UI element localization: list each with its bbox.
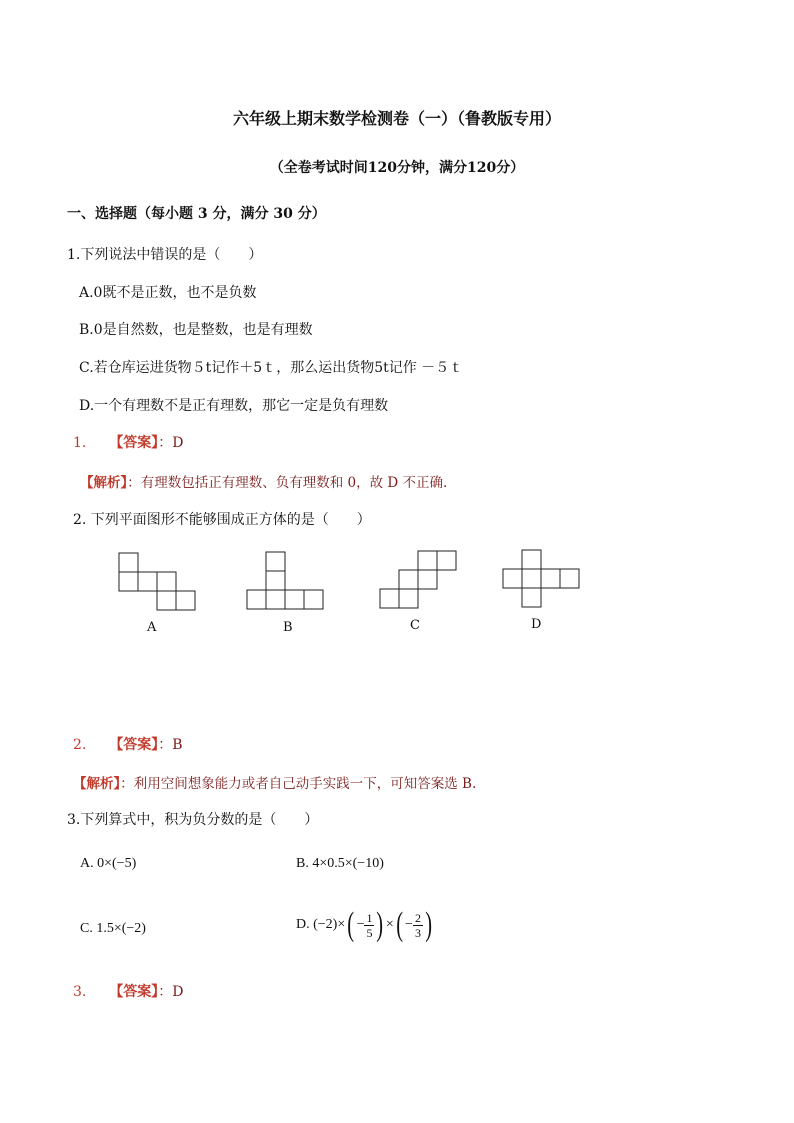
numerator: 1 — [366, 910, 373, 925]
right-paren: ) — [376, 906, 384, 943]
question-1-option-a: A.0既不是正数，也不是负数 — [79, 285, 257, 301]
question-3-option-a — [80, 856, 136, 872]
figure-label-d: D — [531, 617, 542, 632]
question-1-option-d: D.一个有理数不是正有理数，那它一定是负有理数 — [79, 398, 389, 414]
answer-label: 【答案】 — [109, 984, 159, 1000]
option-label: C. — [80, 921, 93, 936]
net-figure-d — [503, 550, 579, 607]
exam-info: （全卷考试时间120分钟，满分120分） — [269, 160, 525, 176]
figure-label-b: B — [283, 620, 293, 635]
option-expression: 0×(−5) — [97, 856, 137, 871]
answer-label: 【答案】 — [109, 737, 159, 753]
answer-value: ：B — [158, 737, 183, 753]
question-2-answer — [73, 734, 183, 754]
denominator: 3 — [414, 925, 421, 940]
numerator: 2 — [414, 910, 421, 925]
question-2-stem: 2. 下列平面图形不能够围成正方体的是（ ） — [73, 512, 371, 528]
net-figure-b — [247, 552, 323, 609]
page-title: 六年级上期末数学检测卷（一）（鲁教版专用） — [232, 109, 561, 128]
question-2-explanation — [73, 772, 476, 792]
question-1-answer — [73, 432, 184, 452]
denominator: 5 — [366, 925, 373, 940]
explanation-text: ：有理数包括正有理数、负有理数和 0，故 D 不正确. — [127, 475, 448, 491]
option-expression: 1.5×(−2) — [96, 921, 146, 936]
answer-number: 2. — [73, 737, 87, 753]
fraction-two-thirds — [413, 912, 423, 939]
option-label: D. — [296, 917, 310, 932]
answer-value: ：D — [158, 435, 184, 451]
explanation-text: ：利用空间想象能力或者自己动手实践一下，可知答案选 B. — [120, 776, 477, 792]
explanation-label: 【解析】 — [80, 475, 128, 491]
minus-sign: − — [356, 917, 365, 932]
question-1-option-c: C.若仓库运进货物５t记作＋5ｔ，那么运出货物5t记作 －５ｔ — [79, 360, 464, 376]
question-3-answer — [73, 981, 184, 1001]
option-label: A. — [80, 856, 94, 871]
figure-label-c: C — [410, 618, 420, 633]
cube-net-figures — [0, 540, 794, 650]
question-1-option-b: B.0是自然数，也是整数，也是有理数 — [79, 322, 313, 338]
answer-label: 【答案】 — [109, 435, 159, 451]
section-heading: 一、选择题（每小题 3 分，满分 30 分） — [67, 206, 326, 222]
right-paren: ) — [425, 906, 433, 943]
explanation-label: 【解析】 — [73, 776, 121, 792]
net-figure-a — [119, 553, 195, 610]
net-figure-c — [380, 551, 456, 608]
question-3-stem: 3.下列算式中，积为负分数的是（ ） — [67, 812, 319, 828]
answer-value: ：D — [158, 984, 184, 1000]
answer-number: 3. — [73, 984, 87, 1000]
question-1-stem: 1.下列说法中错误的是（ ） — [67, 247, 263, 263]
left-paren: ( — [347, 906, 355, 943]
fraction-one-fifth — [364, 912, 374, 939]
option-label: B. — [296, 856, 309, 871]
question-3-option-c — [80, 921, 146, 937]
option-expression: 4×0.5×(−10) — [312, 856, 384, 871]
option-expression-prefix: (−2)× — [313, 917, 346, 932]
question-3-option-d — [296, 908, 434, 942]
times-sign: × — [385, 917, 394, 932]
answer-number: 1. — [73, 435, 87, 451]
question-1-explanation — [80, 471, 447, 491]
minus-sign: − — [405, 917, 413, 932]
question-3-option-b — [296, 856, 384, 872]
left-paren: ( — [395, 906, 403, 943]
figure-label-a: A — [147, 620, 157, 635]
